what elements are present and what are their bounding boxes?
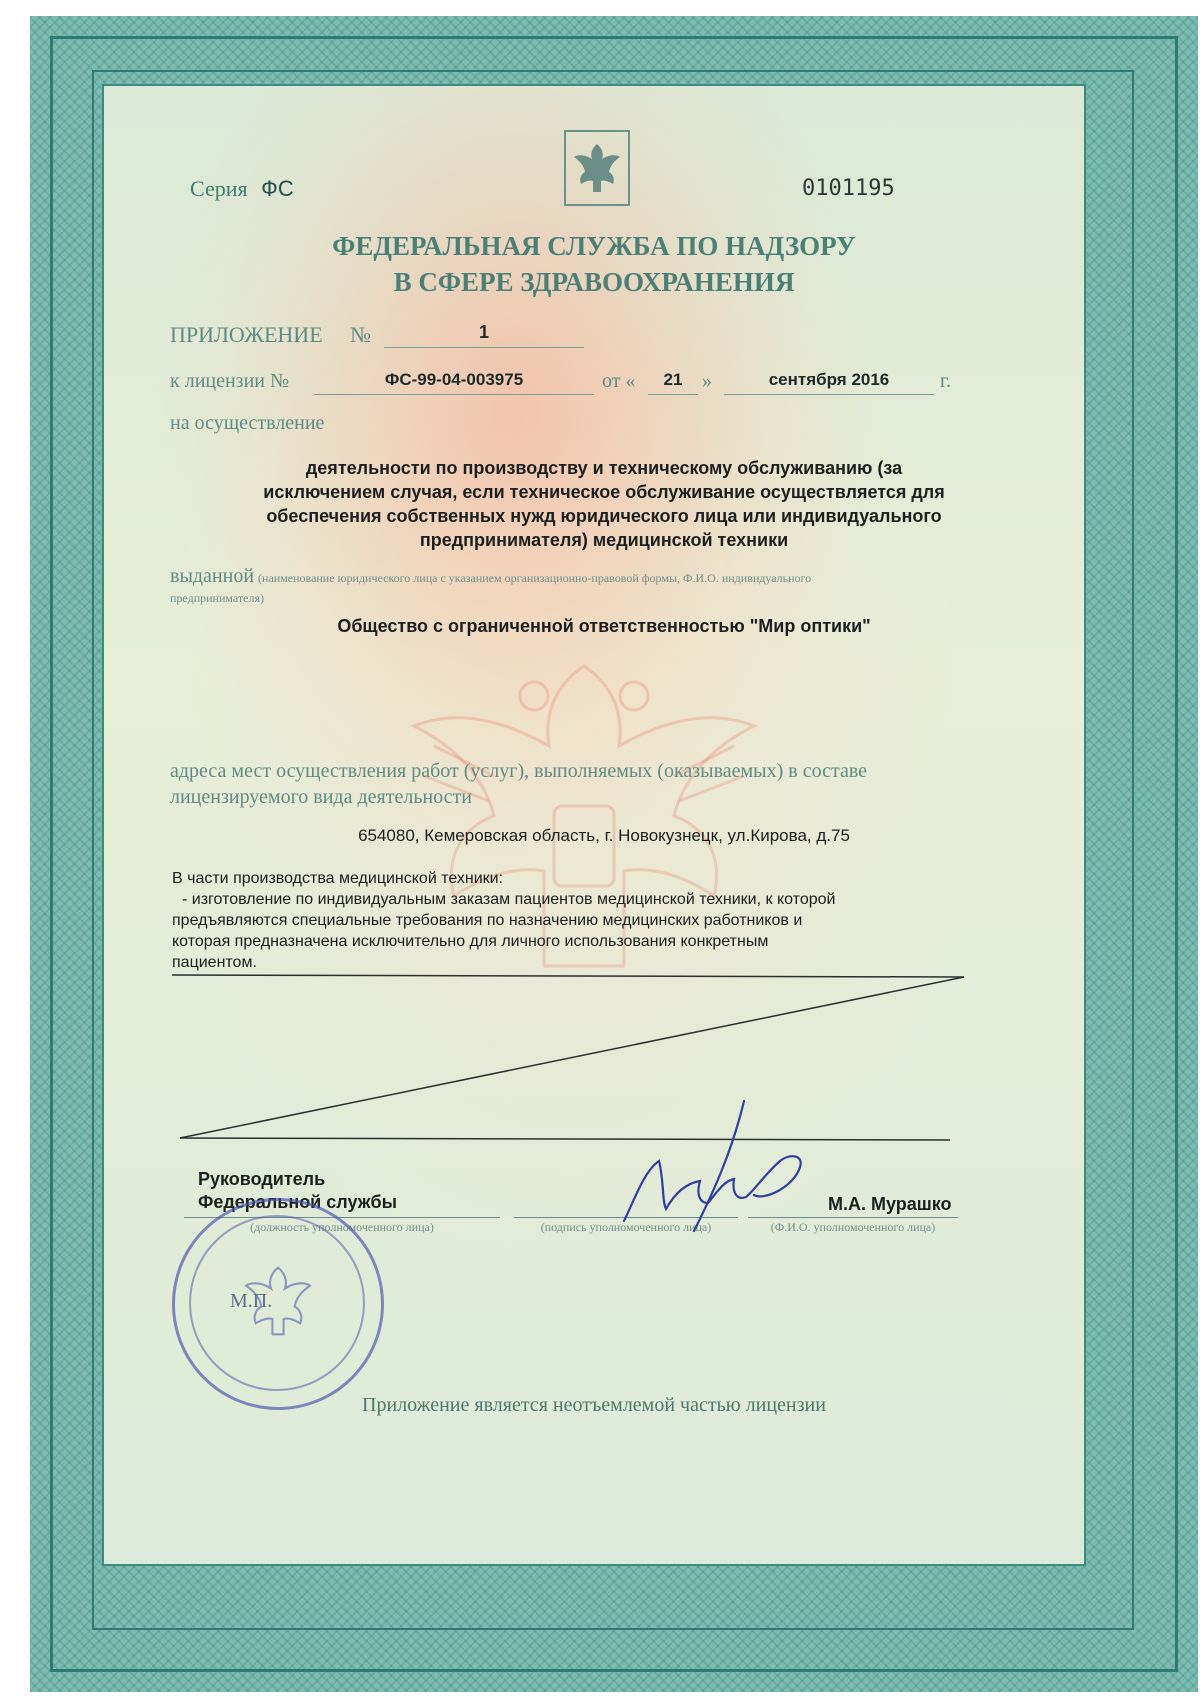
handwritten-signature-icon [604,1091,844,1241]
activity-label: на осуществление [170,412,325,434]
scope-line: пациентом. [172,954,257,971]
name-underline [748,1217,958,1218]
issued-hint: предпринимателя) [170,591,264,605]
address-value: 654080, Кемеровская область, г. Новокузнецк, ул.Кирова, д.75 [358,826,850,845]
license-form-field [102,84,1086,1566]
serial-number: 0101195 [802,176,895,201]
official-stamp [172,1198,384,1410]
scope-line: которая предназначена исключительно для личного использования конкретным [172,933,769,950]
agency-title-line: ФЕДЕРАЛЬНАЯ СЛУЖБА ПО НАДЗОРУ [332,231,856,261]
issued-label: выданной [170,565,255,587]
activity-text-line: деятельности по производству и техническому обслуживанию (за [305,458,903,478]
organization-name: Общество с ограниченной ответственностью "Мир оптики" [337,616,871,636]
scope-line: В части производства медицинской техники: [172,870,504,887]
position-hint: (должность уполномоченного лица) [250,1220,434,1234]
license-close-quote: » [702,370,712,392]
signer-name: М.А. Мурашко [828,1194,952,1214]
scope-line: - изготовление по индивидуальным заказам пациентов медицинской техники, к которой [182,891,836,908]
license-number: ФС-99-04-003975 [384,370,524,389]
series-value: ФС [261,176,294,201]
activity-text-line: исключением случая, если техническое обслуживание осуществляется для [263,482,945,502]
stamp-place-label: М.П. [230,1290,273,1312]
license-year-suffix: г. [940,370,951,392]
appendix-number-sign: № [350,322,371,347]
appendix-label: ПРИЛОЖЕНИЕ [170,322,323,347]
license-day: 21 [663,370,683,389]
signature-hint: (подпись уполномоченного лица) [540,1220,712,1234]
address-label-line: адреса мест осуществления работ (услуг), выполняемых (оказываемых) в составе [170,760,868,782]
activity-text-line: обеспечения собственных нужд юридического лица или индивидуального [266,506,942,526]
issued-hint: (наименование юридического лица с указанием организационно-правовой формы, Ф.И.О. индивидуального [258,571,812,585]
license-label: к лицензии № [170,370,290,392]
name-hint: (Ф.И.О. уполномоченного лица) [770,1220,936,1234]
address-label-line: лицензируемого вида деятельности [170,786,472,808]
license-from-label: от « [602,370,636,392]
scope-line: предъявляются специальные требования по назначению медицинских работников и [172,912,803,929]
appendix-number: 1 [478,322,489,342]
signer-position-line: Руководитель [198,1169,326,1189]
agency-title-line: В СФЕРЕ ЗДРАВООХРАНЕНИЯ [393,267,795,297]
activity-text-line: предпринимателя) медицинской техники [419,530,789,550]
license-month-year: сентября 2016 [768,370,890,389]
series-label: Серия [190,176,248,201]
signer-position-line: Федеральной службы [198,1192,397,1212]
appendix-footer-note: Приложение является неотъемлемой частью лицензии [362,1394,826,1416]
